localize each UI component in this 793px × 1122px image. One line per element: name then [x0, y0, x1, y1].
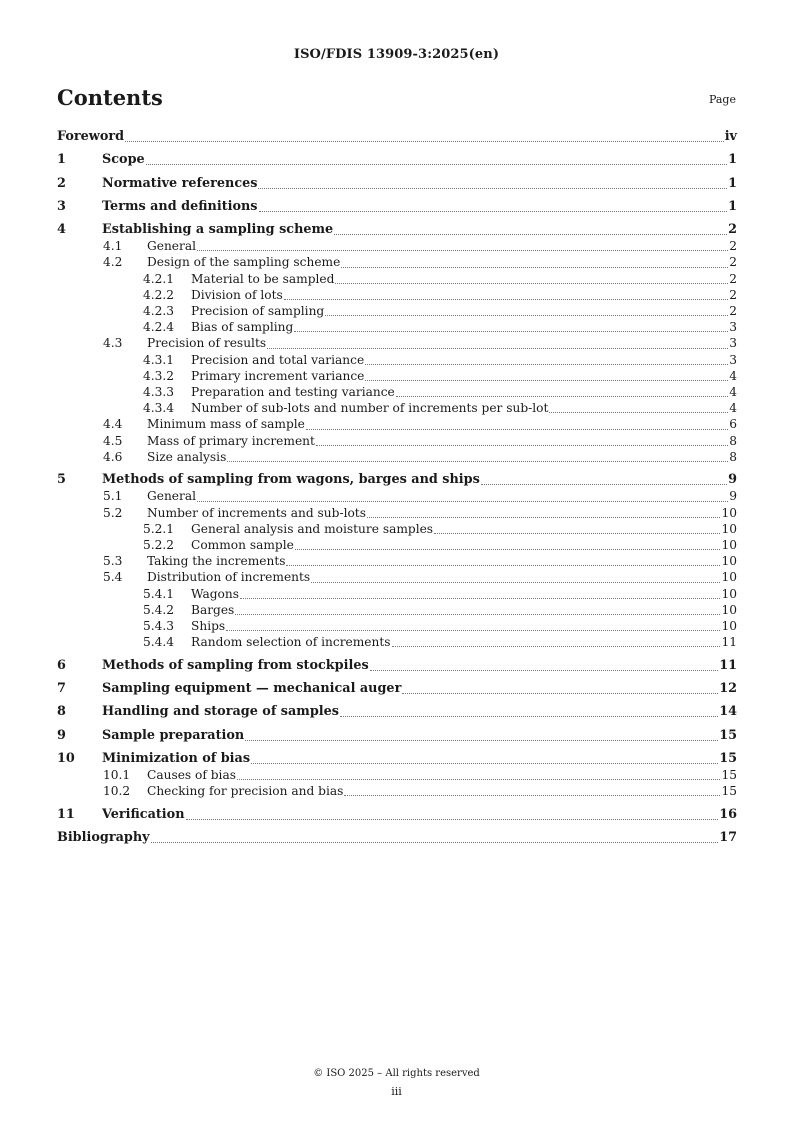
- toc-entry-number: 4.2.2: [143, 287, 175, 302]
- dot-leader: [284, 299, 728, 300]
- dot-leader: [146, 164, 727, 165]
- document-header: ISO/FDIS 13909-3:2025(en): [293, 47, 500, 62]
- toc-entry[interactable]: [57, 488, 737, 504]
- toc-entry-page: 4: [729, 401, 737, 416]
- dot-leader: [227, 461, 728, 462]
- toc-entry[interactable]: [57, 238, 737, 254]
- toc-entry-page: 10: [721, 602, 737, 617]
- toc-entry-page: 2: [728, 222, 737, 238]
- toc-entry-number: 8: [57, 704, 66, 720]
- toc-entry-title[interactable]: Mass of primary increment: [147, 433, 315, 448]
- toc-entry-title[interactable]: Foreword: [57, 129, 125, 144]
- toc-entry-title[interactable]: Number of increments and sub-lots: [147, 505, 366, 520]
- toc-entry[interactable]: [57, 151, 737, 168]
- toc-entry[interactable]: [57, 335, 737, 351]
- toc-entry-number: 10.1: [103, 767, 131, 782]
- toc-entry-title[interactable]: Bias of sampling: [191, 320, 294, 335]
- dot-leader: [151, 842, 719, 843]
- toc-entry[interactable]: [57, 750, 737, 767]
- toc-entry[interactable]: [57, 680, 737, 697]
- dot-leader: [481, 484, 727, 485]
- toc-entry-page: 10: [721, 586, 737, 601]
- toc-entry-title[interactable]: Common sample: [191, 537, 294, 552]
- toc-entry-title[interactable]: Division of lots: [191, 287, 283, 302]
- toc-entry[interactable]: [57, 287, 737, 303]
- toc-entry-number: 10.2: [103, 784, 131, 799]
- toc-entry-title[interactable]: General: [147, 239, 196, 254]
- toc-entry-page: 6: [729, 417, 737, 432]
- toc-entry-number: 4.3.4: [143, 401, 175, 416]
- toc-entry[interactable]: [57, 433, 737, 449]
- dot-leader: [286, 565, 720, 566]
- toc-entry-number: 5.3: [103, 554, 123, 569]
- toc-entry-number: 4.6: [103, 449, 123, 464]
- page-number: iii: [391, 1085, 402, 1098]
- toc-entry[interactable]: [57, 569, 737, 585]
- toc-entry-page: 2: [729, 271, 737, 286]
- toc-entry-title[interactable]: Sample preparation: [102, 727, 245, 743]
- toc-entry-title[interactable]: Random selection of increments: [191, 635, 391, 650]
- dot-leader: [267, 348, 728, 349]
- toc-entry[interactable]: [57, 537, 737, 553]
- toc-entry-page: 10: [721, 570, 737, 585]
- toc-entry-number: 4.3.1: [143, 352, 175, 367]
- toc-entry-title[interactable]: Minimization of bias: [102, 750, 251, 766]
- toc-entry-title[interactable]: Methods of sampling from stockpiles: [102, 657, 369, 673]
- toc-entry[interactable]: [57, 368, 737, 384]
- toc-entry-page: 2: [729, 255, 737, 270]
- toc-entry-page: 11: [719, 657, 737, 673]
- toc-entry-number: 9: [57, 727, 66, 743]
- toc-entry-number: 4.1: [103, 239, 123, 254]
- dot-leader: [341, 267, 728, 268]
- toc-entry-page: 8: [729, 449, 737, 464]
- toc-entry[interactable]: [57, 505, 737, 521]
- toc-entry[interactable]: [57, 352, 737, 368]
- toc-entry-title[interactable]: Bibliography: [57, 829, 150, 845]
- toc-entry-number: 5.2.2: [143, 537, 175, 552]
- toc-entry-page: 10: [721, 505, 737, 520]
- toc-entry[interactable]: [57, 175, 737, 192]
- toc-entry-page: 2: [729, 287, 737, 302]
- toc-entry[interactable]: [57, 521, 737, 537]
- toc-entry-page: 1: [728, 175, 737, 191]
- toc-entry-page: 10: [721, 554, 737, 569]
- toc-entry-title[interactable]: Barges: [191, 602, 235, 617]
- dot-leader: [306, 429, 728, 430]
- toc-entry-page: 4: [729, 368, 737, 383]
- toc-entry-number: 4.3.3: [143, 385, 175, 400]
- toc-entry-title[interactable]: Checking for precision and bias: [147, 784, 344, 799]
- toc-entry-title[interactable]: Precision of sampling: [191, 304, 325, 318]
- toc-entry-title[interactable]: Minimum mass of sample: [147, 417, 305, 432]
- toc-entry-page: 3: [729, 336, 737, 351]
- toc-entry-number: 4.2.1: [143, 271, 175, 286]
- toc-entry-page: 11: [721, 635, 737, 650]
- toc-entry-page: 15: [719, 727, 737, 743]
- toc-entry-title[interactable]: Sampling equipment — mechanical auger: [102, 680, 402, 696]
- toc-entry-number: 5.2.1: [143, 521, 175, 536]
- toc-entry[interactable]: [57, 303, 737, 319]
- toc-entry-number: 5.1: [103, 489, 123, 504]
- toc-entry-page: 3: [729, 320, 737, 335]
- toc-entry-title[interactable]: Establishing a sampling scheme: [102, 222, 334, 238]
- dot-leader: [125, 141, 724, 142]
- dot-leader: [367, 517, 721, 518]
- toc-entry[interactable]: [57, 657, 737, 674]
- toc-entry-title[interactable]: Verification: [102, 806, 185, 822]
- toc-entry-page: 14: [719, 704, 737, 720]
- toc-entry-number: 1: [57, 152, 66, 168]
- toc-entry-page: 1: [728, 198, 737, 214]
- toc-entry[interactable]: [57, 471, 737, 488]
- toc-entry[interactable]: [57, 783, 737, 799]
- page-column-label: Page: [708, 93, 736, 106]
- page-title: Contents: [57, 85, 163, 110]
- toc-entry-title[interactable]: Methods of sampling from wagons, barges and ships: [102, 472, 480, 488]
- toc-entry-page: 2: [729, 239, 737, 254]
- dot-leader: [197, 250, 728, 251]
- toc-entry-number: 5.4.4: [143, 635, 175, 650]
- toc-entry[interactable]: [57, 806, 737, 823]
- dot-leader: [237, 779, 721, 780]
- toc-entry-title[interactable]: Causes of bias: [147, 767, 236, 782]
- toc-entry-page: iv: [724, 129, 737, 144]
- toc-entry[interactable]: [57, 767, 737, 783]
- toc-entry[interactable]: [57, 634, 737, 650]
- toc-entry-title[interactable]: Precision and total variance: [191, 352, 365, 367]
- toc-entry-number: 6: [57, 657, 66, 673]
- toc-entry-title[interactable]: Scope: [102, 152, 145, 168]
- dot-leader: [316, 445, 728, 446]
- dot-leader: [226, 630, 720, 631]
- dot-leader: [240, 598, 721, 599]
- dot-leader: [197, 501, 728, 502]
- toc-entry-title[interactable]: Precision of results: [147, 336, 267, 351]
- dot-leader: [340, 716, 718, 717]
- toc-entry-page: 9: [728, 472, 737, 488]
- toc-entry-title[interactable]: Number of sub-lots and number of increments per sub-lot: [191, 401, 549, 416]
- toc-entry-page: 15: [719, 750, 737, 766]
- dot-leader: [402, 693, 718, 694]
- toc-entry-page: 9: [729, 489, 737, 504]
- toc-entry[interactable]: [57, 319, 737, 335]
- toc-entry-page: 10: [721, 537, 737, 552]
- toc-entry-page: 10: [721, 521, 737, 536]
- toc-entry-number: 5.4: [103, 570, 123, 585]
- toc-entry[interactable]: [57, 602, 737, 618]
- toc-entry-page: 17: [719, 829, 737, 845]
- toc-entry[interactable]: [57, 254, 737, 270]
- toc-entry-title[interactable]: Preparation and testing variance: [191, 385, 395, 400]
- toc-entry-number: 4.2.3: [143, 304, 175, 318]
- toc-entry-title[interactable]: Terms and definitions: [102, 198, 258, 214]
- dot-leader: [344, 795, 720, 796]
- dot-leader: [434, 533, 720, 534]
- toc-entry-title[interactable]: Size analysis: [147, 449, 227, 464]
- toc-entry[interactable]: [57, 618, 737, 634]
- toc-entry-page: 1: [728, 152, 737, 168]
- toc-entry[interactable]: [57, 727, 737, 744]
- toc-entry[interactable]: [57, 586, 737, 602]
- dot-leader: [549, 412, 728, 413]
- toc-entry-number: 7: [57, 680, 66, 696]
- dot-leader: [334, 234, 727, 235]
- toc-entry-title[interactable]: Ships: [191, 618, 226, 633]
- toc-entry-number: 4.2: [103, 255, 123, 270]
- toc-entry[interactable]: [57, 829, 737, 846]
- dot-leader: [311, 582, 720, 583]
- toc-entry[interactable]: [57, 198, 737, 215]
- dot-leader: [365, 364, 728, 365]
- toc-entry-number: 4.4: [103, 417, 123, 432]
- toc-entry-title[interactable]: Primary increment variance: [191, 368, 365, 383]
- toc-entry-number: 2: [57, 175, 66, 191]
- toc-entry-page: 4: [729, 385, 737, 400]
- toc-entry-page: 16: [719, 806, 737, 822]
- toc-entry-title[interactable]: Wagons: [191, 586, 239, 601]
- toc-entry[interactable]: [57, 384, 737, 400]
- dot-leader: [186, 819, 719, 820]
- toc-entry-page: 3: [729, 352, 737, 367]
- toc-entry-number: 3: [57, 198, 66, 214]
- dot-leader: [245, 740, 718, 741]
- toc-entry[interactable]: [57, 553, 737, 569]
- toc-entry-number: 10: [57, 750, 75, 766]
- copyright-footer: © ISO 2025 – All rights reserved: [313, 1068, 480, 1079]
- toc-entry-page: 15: [721, 767, 737, 782]
- toc-entry-title[interactable]: General: [147, 489, 196, 504]
- toc-entry-title[interactable]: Design of the sampling scheme: [147, 255, 341, 270]
- dot-leader: [335, 283, 728, 284]
- dot-leader: [295, 549, 721, 550]
- toc-entry[interactable]: [57, 128, 737, 145]
- toc-entry[interactable]: [57, 271, 737, 287]
- toc-entry-number: 11: [57, 806, 75, 822]
- toc-entry-number: 5.4.3: [143, 618, 175, 633]
- toc-entry-number: 4.2.4: [143, 320, 175, 335]
- toc-entry-title[interactable]: Taking the increments: [147, 554, 286, 569]
- toc-entry-number: 5.4.2: [143, 602, 175, 617]
- toc-entry-title[interactable]: Handling and storage of samples: [102, 704, 339, 720]
- dot-leader: [365, 380, 728, 381]
- dot-leader: [325, 315, 728, 316]
- toc-entry-page: 10: [721, 618, 737, 633]
- dot-leader: [258, 188, 727, 189]
- toc-entry[interactable]: [57, 703, 737, 720]
- table-of-contents: [57, 128, 737, 846]
- toc-entry[interactable]: [57, 221, 737, 238]
- dot-leader: [392, 646, 721, 647]
- toc-entry-number: 5.4.1: [143, 586, 175, 601]
- toc-entry-title[interactable]: General analysis and moisture samples: [191, 521, 434, 536]
- toc-entry-title[interactable]: Distribution of increments: [147, 570, 311, 585]
- toc-entry-page: 15: [721, 784, 737, 799]
- dot-leader: [396, 396, 728, 397]
- toc-entry-page: 2: [729, 304, 737, 318]
- toc-entry[interactable]: [57, 416, 737, 432]
- toc-entry-number: 5.2: [103, 505, 123, 520]
- toc-entry-number: 4.3.2: [143, 368, 175, 383]
- dot-leader: [370, 670, 719, 671]
- dot-leader: [235, 614, 720, 615]
- toc-entry[interactable]: [57, 400, 737, 416]
- toc-entry-page: 12: [719, 680, 737, 696]
- toc-entry-number: 5: [57, 472, 66, 488]
- dot-leader: [294, 331, 728, 332]
- toc-entry-page: 8: [729, 433, 737, 448]
- toc-entry-title[interactable]: Normative references: [102, 175, 258, 191]
- toc-entry-number: 4: [57, 222, 66, 238]
- toc-entry[interactable]: [57, 449, 737, 465]
- toc-entry-number: 4.5: [103, 433, 123, 448]
- dot-leader: [259, 211, 728, 212]
- toc-entry-number: 4.3: [103, 336, 123, 351]
- toc-entry-title[interactable]: Material to be sampled: [191, 271, 335, 286]
- dot-leader: [251, 763, 718, 764]
